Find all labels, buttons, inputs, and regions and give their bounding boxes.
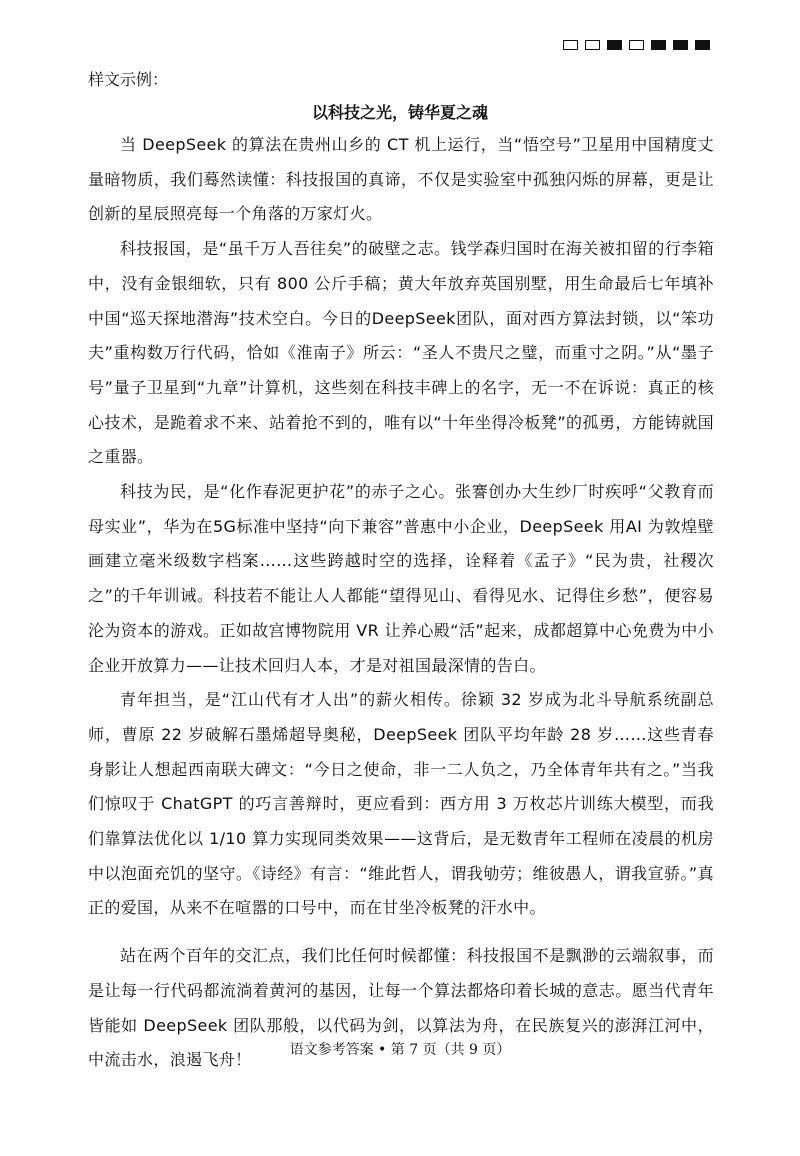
- essay-paragraph: 站在两个百年的交汇点，我们比任何时候都懂：科技报国不是飘渺的云端叙事，而是让每一行代码都流淌着黄河的基因，让每一个算法都烙印着长城的意志。愿当代青年皆能如 DeepSeek 团队那般，以代码为剑，以算法为舟，在民族复兴的澎湃江河中，中流击水，浪遏飞舟！: [88, 946, 714, 1070]
- essay-paragraph: 青年担当，是“江山代有才人出”的薪火相传。徐颖 32 岁成为北斗导航系统副总师，曹原 22 岁破解石墨烯超导奥秘，DeepSeek 团队平均年龄 28 岁……这些青春身影让人想起西南联大碑文：“今日之使命，非一二人负之，乃全体青年共有之。”当我们惊叹于 ChatGPT 的巧言善辩时，更应看到：西方用 3 万枚芯片训练大模型，而我们靠算法优化以 1/10 算力实现同类效果——这背后，是无数青年工程师在凌晨的机房中以泡面充饥的坚守。《诗经》有言：“维此哲人，谓我劬劳；维彼愚人，谓我宣骄。”真正的爱国，从来不在喧嚣的口号中，而在甘坐冷板凳的汗水中。: [88, 690, 714, 918]
- page-mark: [695, 40, 710, 50]
- page-footer: 语文参考答案 • 第 7 页（共 9 页）: [289, 1042, 511, 1058]
- essay-body: [88, 128, 714, 1078]
- page-mark: [563, 40, 578, 50]
- page-position-marks: [563, 40, 710, 50]
- essay-title: 以科技之光，铸华夏之魂: [311, 103, 488, 122]
- essay-paragraph: 当 DeepSeek 的算法在贵州山乡的 CT 机上运行，当“悟空号”卫星用中国精度丈量暗物质，我们蓦然读懂：科技报国的真谛，不仅是实验室中孤独闪烁的屏幕，更是让创新的星辰照亮每一个角落的万家灯火。: [88, 135, 714, 224]
- essay-paragraph: 科技报国，是“虽千万人吾往矣”的破壁之志。钱学森归国时在海关被扣留的行李箱中，没有金银细软，只有 800 公斤手稿；黄大年放弃英国别墅，用生命最后七年填补中国“巡天探地潜海”技术空白。今日的DeepSeek团队，面对西方算法封锁，以“笨功夫”重构数万行代码，恰如《淮南子》所云：“圣人不贵尺之璧，而重寸之阴。”从“墨子号”量子卫星到“九章”计算机，这些刻在科技丰碑上的名字，无一不在诉说：真正的核心技术，是跪着求不来、站着抢不到的，唯有以“十年坐得冷板凳”的孤勇，方能铸就国之重器。: [88, 239, 714, 467]
- page-mark: [607, 40, 622, 50]
- section-label: 样文示例：: [88, 70, 169, 89]
- page-mark: [651, 40, 666, 50]
- page-mark: [629, 40, 644, 50]
- essay-paragraph: 科技为民，是“化作春泥更护花”的赤子之心。张謇创办大生纱厂时疾呼“父教育而母实业”，华为在5G标准中坚持“向下兼容”普惠中小企业，DeepSeek 用AI 为敦煌壁画建立毫米级数字档案……这些跨越时空的选择，诠释着《孟子》“民为贵，社稷次之”的千年训诫。科技若不能让人人都能“望得见山、看得见水、记得住乡愁”，便容易沦为资本的游戏。正如故宫博物院用 VR 让养心殿“活”起来，成都超算中心免费为中小企业开放算力——让技术回归人本，才是对祖国最深情的告白。: [88, 482, 714, 675]
- page-mark: [673, 40, 688, 50]
- page-mark: [585, 40, 600, 50]
